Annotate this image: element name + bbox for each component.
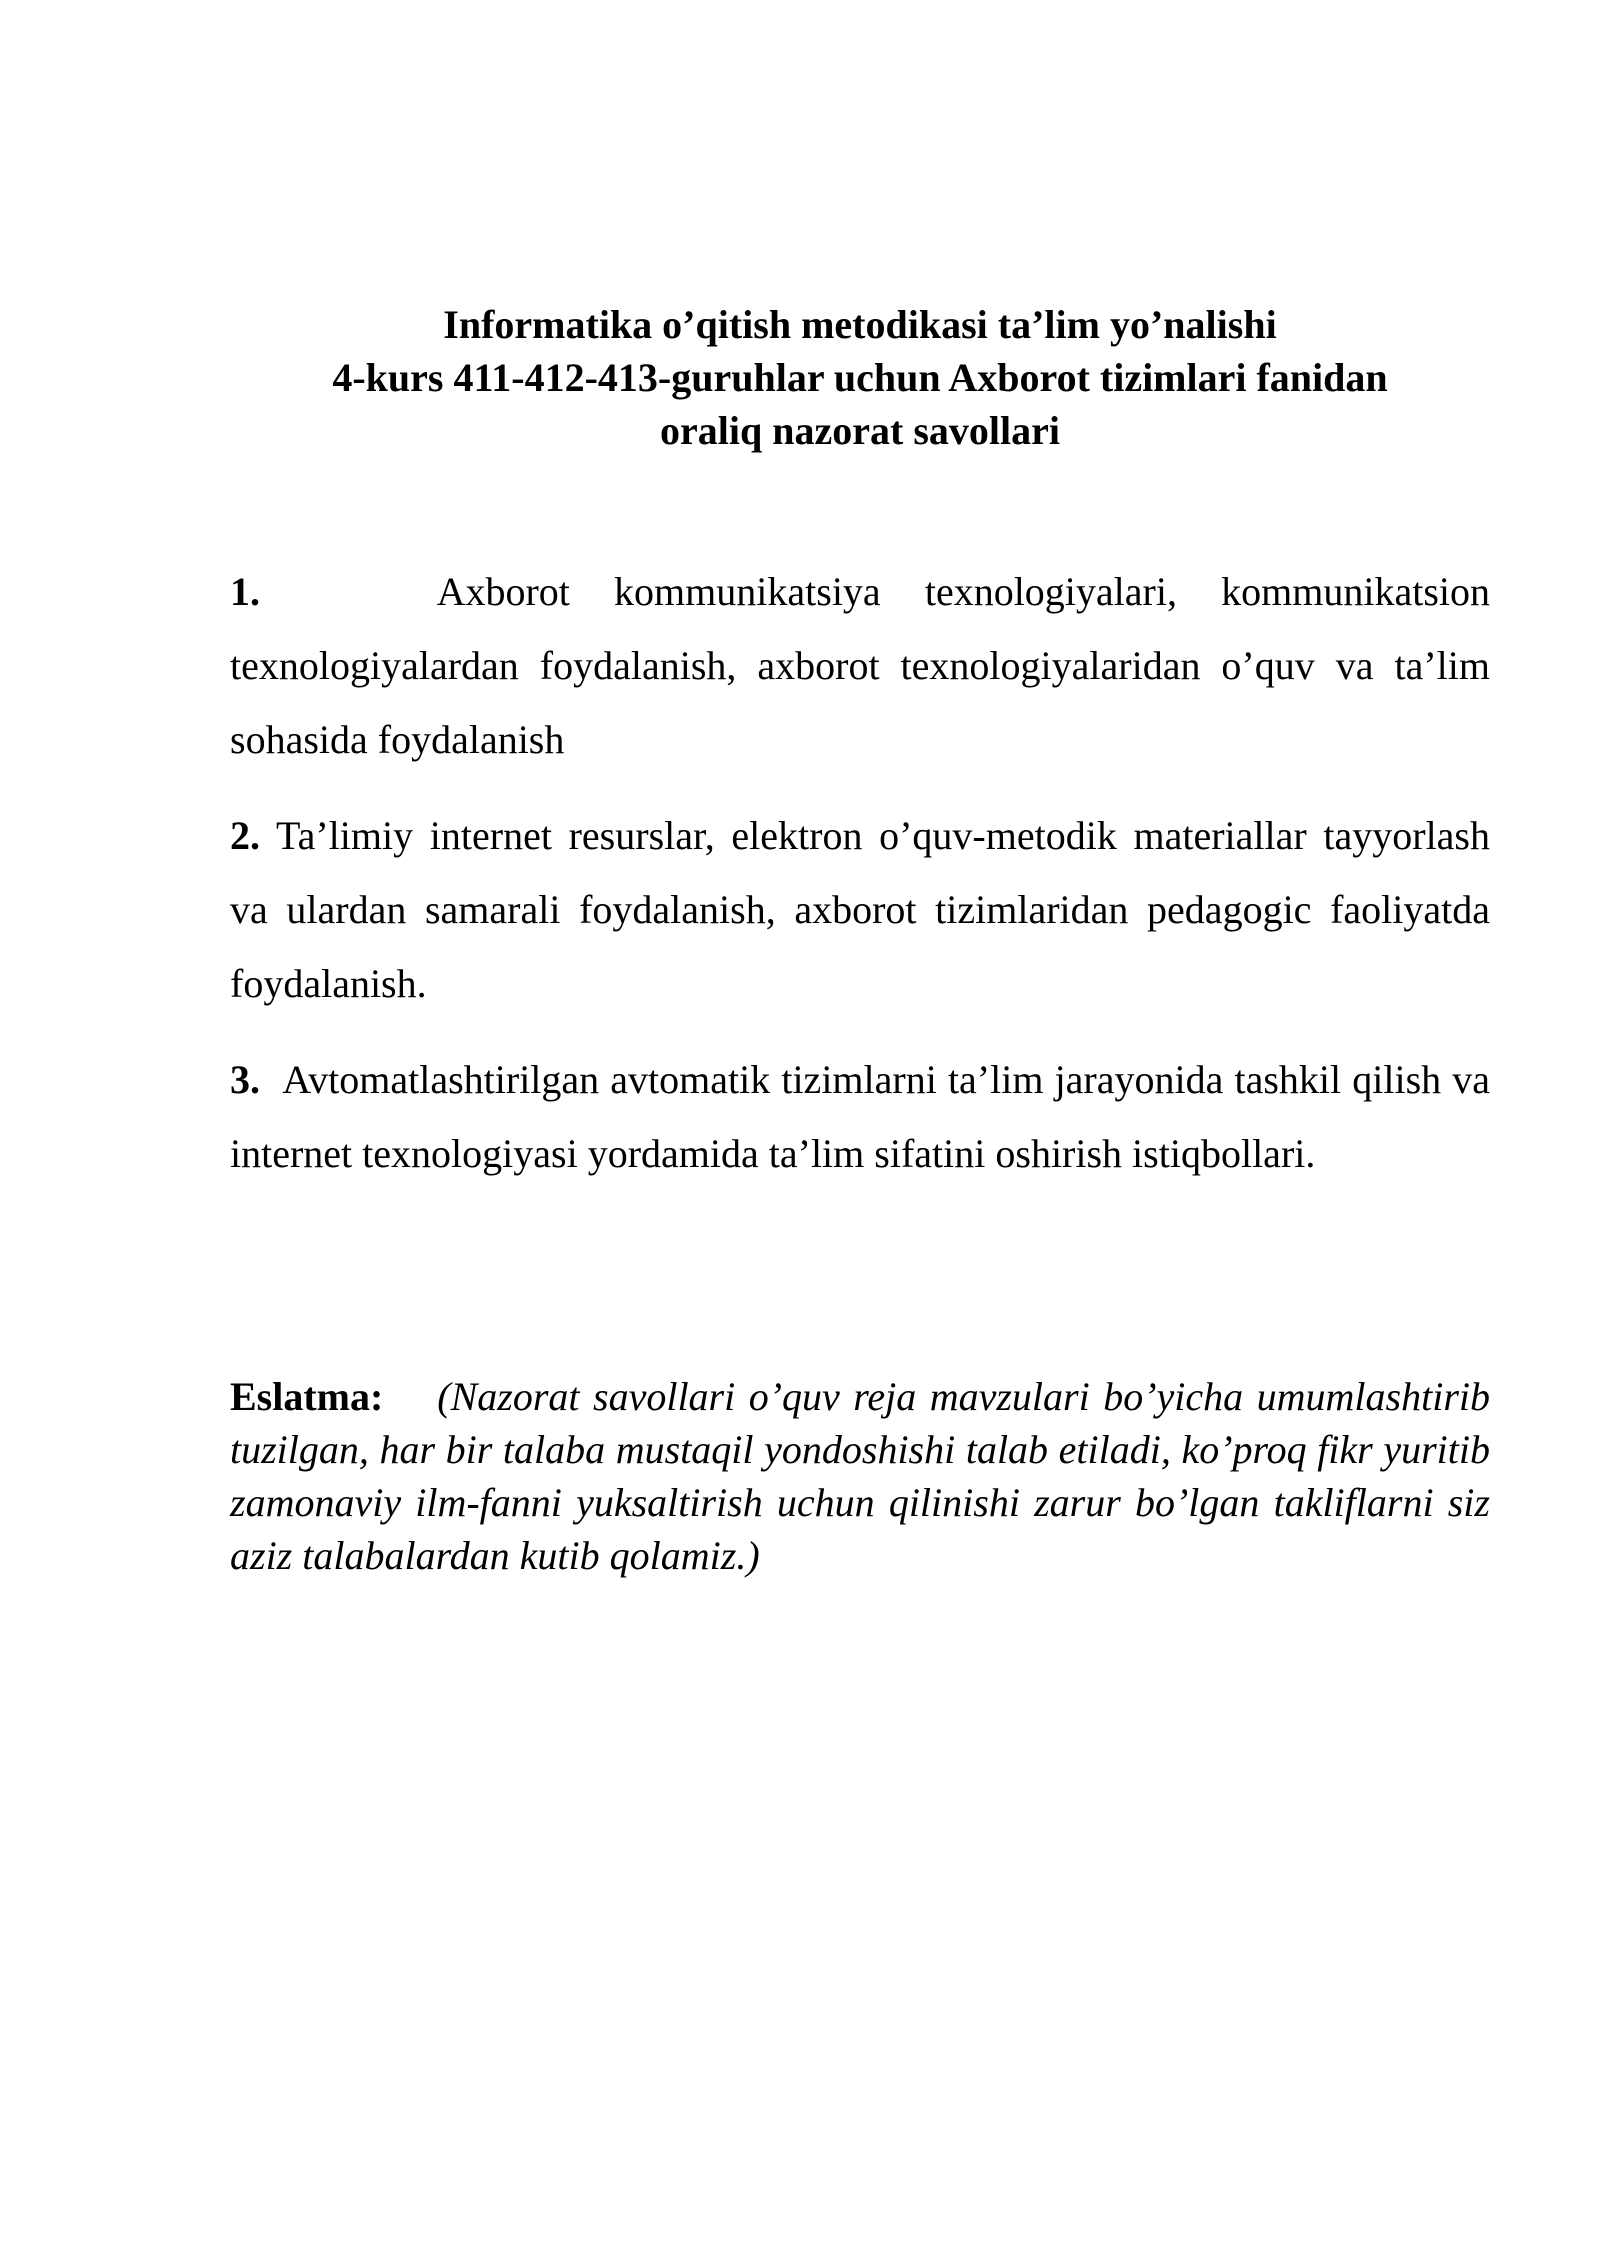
question-text: Axborot kommunikatsiya texnologiyalari, kommunikatsion texnologiyalardan foydalanish, axborot texnologiyalaridan o’quv va ta’lim sohasida foydalanish: [230, 569, 1491, 762]
question-number: 1.: [230, 569, 260, 614]
title-line-2: 4-kurs 411-412-413-guruhlar uchun Axborot tizimlari fanidan: [332, 355, 1388, 400]
title-line-3: oraliq nazorat savollari: [660, 408, 1060, 453]
note-label: Eslatma:: [230, 1374, 384, 1419]
question-item-2: [230, 799, 1490, 1021]
note-text: (Nazorat savollari o’quv reja mavzulari bo’yicha umumlashtirib tuzilgan, har bir talaba mustaqil yondoshishi talab etiladi, ko’proq fikr yuritib zamonaviy ilm-fanni yuksaltirish uchun qilinishi zarur bo’lgan takliflarni siz aziz talabalardan kutib qolamiz.): [230, 1374, 1491, 1578]
question-number: 2.: [230, 813, 260, 858]
question-item-3: [230, 1043, 1490, 1191]
note-block: [230, 1370, 1490, 1582]
document-title: [230, 298, 1490, 457]
title-line-1: Informatika o’qitish metodikasi ta’lim yo’nalishi: [443, 302, 1277, 347]
question-item-1: [230, 555, 1490, 777]
questions-list: [230, 555, 1490, 1213]
question-number: 3.: [230, 1057, 260, 1102]
question-text: Ta’limiy internet resurslar, elektron o’quv-metodik materiallar tayyorlash va ulardan samarali foydalanish, axborot tizimlaridan pedagogic faoliyatda foydalanish.: [230, 813, 1490, 1006]
question-text: Avtomatlashtirilgan avtomatik tizimlarni ta’lim jarayonida tashkil qilish va internet texnologiyasi yordamida ta’lim sifatini oshirish istiqbollari.: [230, 1057, 1490, 1176]
